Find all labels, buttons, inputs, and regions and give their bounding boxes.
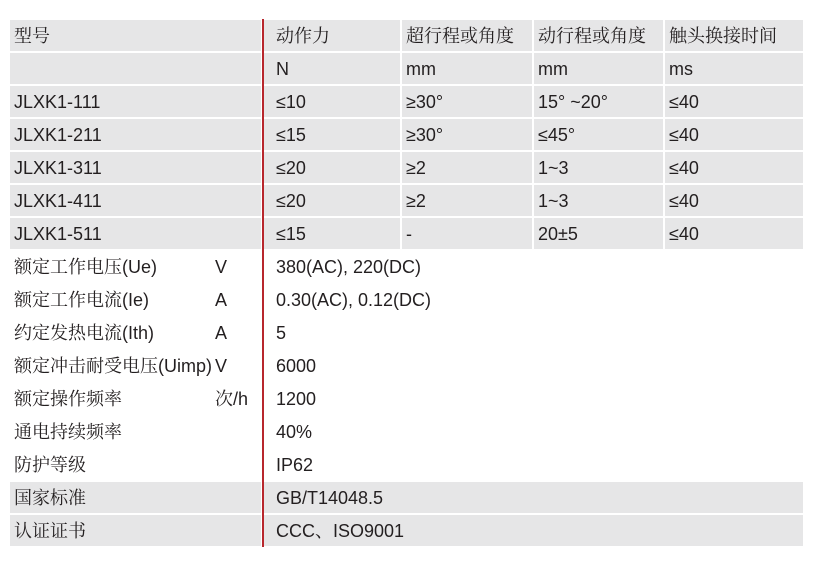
switch-time-cell: ≤40 — [665, 152, 803, 183]
spec-row-national-standard — [10, 482, 803, 515]
spec-value: 6000 — [276, 356, 317, 376]
force-cell: ≤15 — [264, 119, 400, 150]
spec-value: GB/T14048.5 — [264, 482, 803, 513]
unit-force: N — [264, 53, 400, 84]
spec-row-protection-rating — [10, 449, 803, 482]
header-switch-time: 触头换接时间 — [665, 20, 803, 51]
spec-row-operating-frequency — [10, 383, 803, 416]
model-cell: JLXK1-211 — [10, 119, 261, 150]
switch-time-cell: ≤40 — [665, 218, 803, 249]
spec-row-duty-cycle — [10, 416, 803, 449]
spec-unit: 次/h — [215, 389, 249, 409]
spec-name: 防护等级 — [14, 455, 86, 475]
unit-over-travel: mm — [402, 53, 532, 84]
table-row — [10, 218, 803, 251]
travel-cell: 1~3 — [534, 185, 663, 216]
spec-value: 5 — [276, 323, 287, 343]
force-cell: ≤20 — [264, 185, 400, 216]
over-travel-cell: ≥2 — [402, 185, 532, 216]
spec-row-rated-current — [10, 284, 803, 317]
header-row — [10, 20, 803, 53]
model-cell: JLXK1-111 — [10, 86, 261, 117]
spec-value: IP62 — [276, 455, 314, 475]
model-cell: JLXK1-311 — [10, 152, 261, 183]
switch-time-cell: ≤40 — [665, 119, 803, 150]
spec-value: 0.30(AC), 0.12(DC) — [276, 290, 432, 310]
travel-cell: 20±5 — [534, 218, 663, 249]
over-travel-cell: ≥2 — [402, 152, 532, 183]
spec-name: 额定工作电压(Ue) — [14, 257, 157, 277]
spec-name: 国家标准 — [10, 482, 261, 513]
spec-name: 约定发热电流(Ith) — [14, 323, 155, 343]
table-row — [10, 86, 803, 119]
switch-time-cell: ≤40 — [665, 185, 803, 216]
table-row — [10, 152, 803, 185]
force-cell: ≤10 — [264, 86, 400, 117]
spec-unit — [211, 449, 261, 480]
spec-value: 380(AC), 220(DC) — [276, 257, 422, 277]
travel-cell: 15° ~20° — [534, 86, 663, 117]
spec-unit: V — [215, 257, 228, 277]
header-force: 动作力 — [264, 20, 400, 51]
units-row — [10, 53, 803, 86]
spec-unit: V — [215, 356, 228, 376]
spec-row-certification — [10, 515, 803, 548]
spec-name: 通电持续频率 — [14, 422, 122, 442]
header-over-travel: 超行程或角度 — [402, 20, 532, 51]
spec-name: 额定操作频率 — [14, 389, 122, 409]
switch-time-cell: ≤40 — [665, 86, 803, 117]
table-row — [10, 119, 803, 152]
spec-value: 1200 — [276, 389, 317, 409]
spec-name: 认证证书 — [10, 515, 261, 546]
force-cell: ≤15 — [264, 218, 400, 249]
spec-row-rated-voltage — [10, 251, 803, 284]
spec-row-impulse-voltage — [10, 350, 803, 383]
over-travel-cell: ≥30° — [402, 119, 532, 150]
over-travel-cell: - — [402, 218, 532, 249]
header-model: 型号 — [10, 20, 261, 51]
unit-model — [10, 53, 261, 84]
spec-name: 额定冲击耐受电压(Uimp) — [14, 356, 212, 376]
travel-cell: 1~3 — [534, 152, 663, 183]
force-cell: ≤20 — [264, 152, 400, 183]
table-row — [10, 185, 803, 218]
unit-travel: mm — [534, 53, 663, 84]
travel-cell: ≤45° — [534, 119, 663, 150]
model-cell: JLXK1-411 — [10, 185, 261, 216]
spec-value: CCC、ISO9001 — [264, 515, 803, 546]
spec-row-thermal-current — [10, 317, 803, 350]
model-cell: JLXK1-511 — [10, 218, 261, 249]
spec-unit — [211, 416, 261, 447]
unit-switch-time: ms — [665, 53, 803, 84]
spec-unit: A — [215, 323, 228, 343]
spec-unit: A — [215, 290, 228, 310]
over-travel-cell: ≥30° — [402, 86, 532, 117]
header-travel: 动行程或角度 — [534, 20, 663, 51]
column-divider-line — [262, 19, 264, 547]
spec-value: 40% — [276, 422, 313, 442]
spec-name: 额定工作电流(Ie) — [14, 290, 149, 310]
